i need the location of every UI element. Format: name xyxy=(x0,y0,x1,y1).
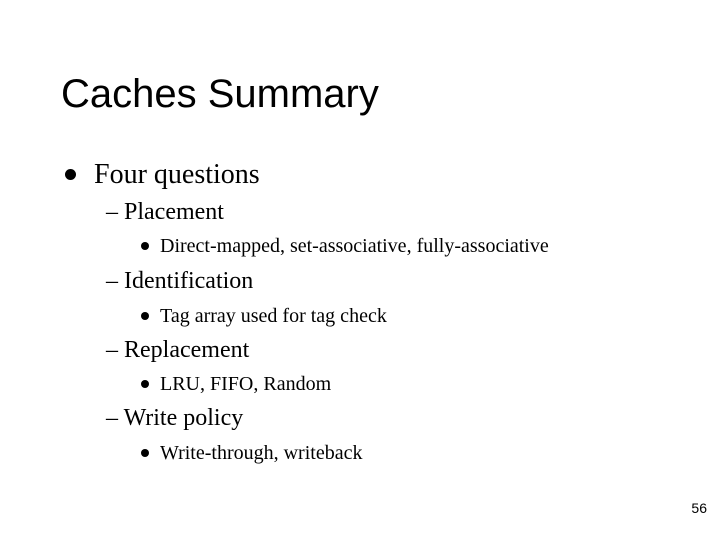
page-number: 56 xyxy=(691,500,707,516)
section-heading-write-policy: – Write policy xyxy=(106,405,244,431)
section-detail-placement: Direct-mapped, set-associative, fully-associative xyxy=(160,235,549,257)
section-detail-identification: Tag array used for tag check xyxy=(160,305,387,327)
section-heading-placement: – Placement xyxy=(106,199,224,225)
bullet-icon xyxy=(141,242,149,250)
slide-title: Caches Summary xyxy=(61,72,379,116)
section-detail-write-policy: Write-through, writeback xyxy=(160,442,363,464)
bullet-icon xyxy=(141,380,149,388)
section-heading-identification: – Identification xyxy=(106,268,254,294)
bullet-icon xyxy=(141,312,149,320)
section-heading-replacement: – Replacement xyxy=(106,337,250,363)
main-point: Four questions xyxy=(94,159,260,190)
section-detail-replacement: LRU, FIFO, Random xyxy=(160,373,332,395)
bullet-icon xyxy=(65,169,76,180)
bullet-icon xyxy=(141,449,149,457)
